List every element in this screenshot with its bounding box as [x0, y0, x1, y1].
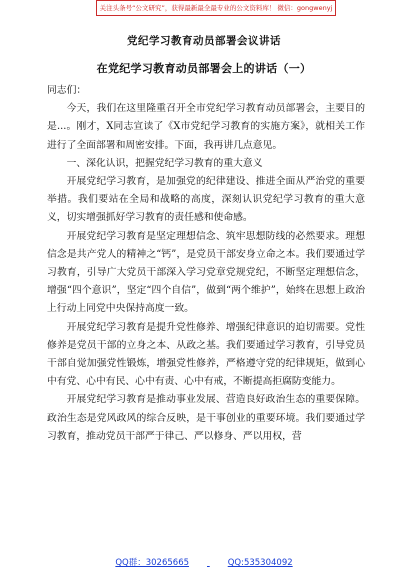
section-heading: 一、深化认识，把握党纪学习教育的重大意义 [66, 157, 263, 169]
document-body [47, 82, 365, 446]
paragraph: 今天，我们在这里隆重召开全市党纪学习教育动员部署会，主要目的是...。刚才，X同志宣读了《X市党纪学习教育的实施方案》，就相关工作进行了全面部署和周密安排。下面，我再讲几点意见。 [47, 103, 365, 151]
header-banner: 关注头条号“公文研究”，获得最新最全最专业的公文资料库！ 微信：gongwenyj [96, 0, 336, 16]
document-subtitle: 在党纪学习教育动员部署会上的讲话（一） [96, 62, 312, 75]
footer-qq[interactable]: QQ:535304092 [227, 558, 293, 568]
paragraph: 开展党纪学习教育是推动事业发展、营造良好政治生态的重要保障。政治生态是党风政风的综合反映，是干事创业的重要环境。我们要通过学习教育，推动党员干部严于律己、严以修身、严以用权，营 [47, 394, 365, 442]
footer-contacts [0, 556, 408, 568]
paragraph: 开展党纪学习教育，是加强党的纪律建设、推进全面从严治党的重要举措。我们要站在全局和战略的高度，深刻认识党纪学习教育的重大意义，切实增强抓好学习教育的责任感和使命感。 [47, 176, 365, 224]
document-title: 党纪学习教育动员部署会议讲话 [127, 35, 281, 47]
salutation: 同志们： [47, 85, 87, 96]
paragraph: 开展党纪学习教育是坚定理想信念、筑牢思想防线的必然要求。理想信念是共产党人的精神之“钙”，是党员干部安身立命之本。我们要通过学习教育，引导广大党员干部深入学习党章党规党纪，不断坚定理想信念，增强“四个意识”，坚定“四个自信”，做到“两个维护”，始终在思想上政治上行动上同党中央保持高度一致。 [47, 230, 365, 315]
footer-qq-group[interactable]: QQ群：30265665 [115, 558, 190, 568]
paragraph: 开展党纪学习教育是提升党性修养、增强纪律意识的迫切需要。党性修养是党员干部的立身之本、从政之基。我们要通过学习教育，引导党员干部自觉加强党性锻炼，增强党性修养，严格遵守党的纪律规矩，做到心中有党、心中有民、心中有责、心中有戒，不断提高拒腐防变能力。 [47, 321, 365, 388]
